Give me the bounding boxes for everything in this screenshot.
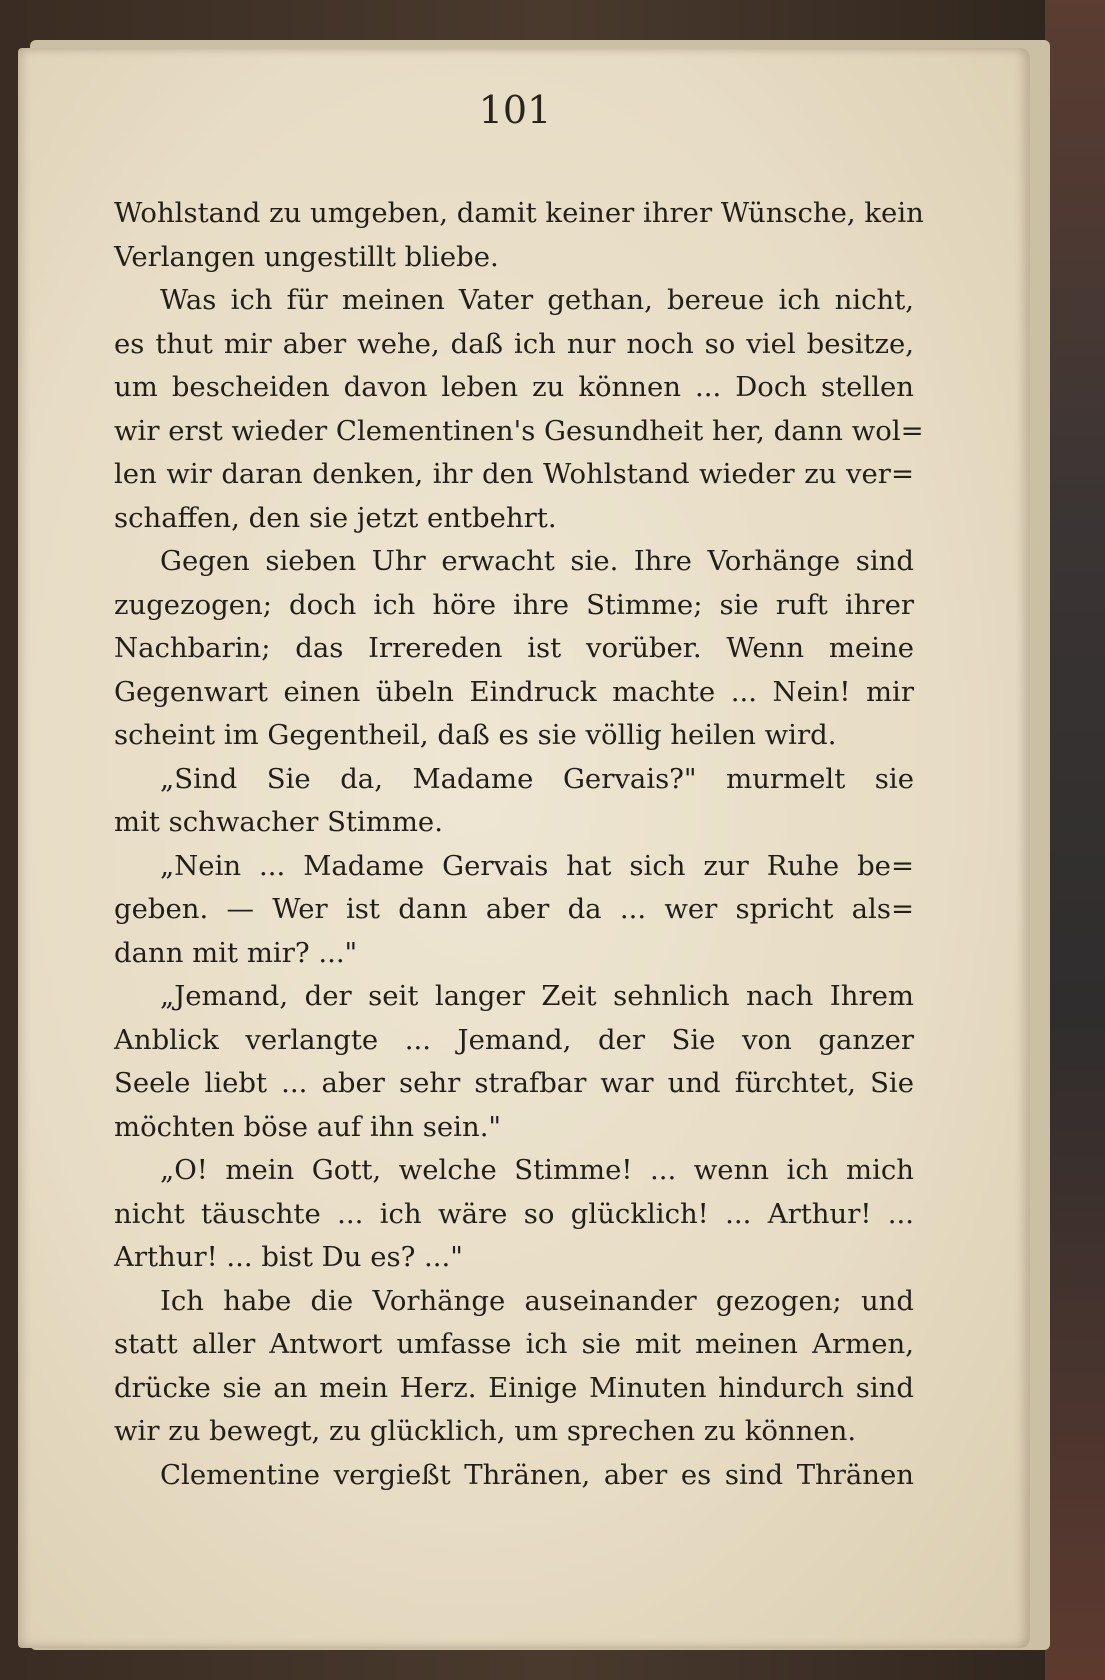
text-line: „Nein ... Madame Gervais hat sich zur Ruhe be= [160, 849, 914, 882]
text-line: Anblick verlangte ... Jemand, der Sie von ganzer [114, 1023, 914, 1056]
page-number: 101 [478, 88, 552, 132]
text-line: geben. — Wer ist dann aber da ... wer spricht als= [114, 893, 914, 925]
text-line: Gegen sieben Uhr erwacht sie. Ihre Vorhänge sind [160, 545, 914, 577]
text-line: len wir daran denken, ihr den Wohlstand wieder zu ver= [114, 458, 914, 490]
text-line: Clementine vergießt Thränen, aber es sind Thränen [160, 1458, 914, 1491]
book-cover-edge [1045, 0, 1105, 1680]
text-line: es thut mir aber wehe, daß ich nur noch so viel besitze, [114, 327, 914, 360]
text-line: drücke sie an mein Herz. Einige Minuten hindurch sind [114, 1371, 914, 1404]
text-line: Wohlstand zu umgeben, damit keiner ihrer Wünsche, kein [114, 197, 924, 229]
text-line: Ich habe die Vorhänge auseinander gezogen; und [160, 1284, 914, 1317]
text-line: Nachbarin; das Irrereden ist vorüber. Wenn meine [114, 632, 914, 664]
text-line: scheint im Gegentheil, daß es sie völlig heilen wird. [114, 719, 837, 751]
text-line: möchten böse auf ihn sein." [114, 1110, 502, 1143]
text-line: um bescheiden davon leben zu können ... Doch stellen [114, 371, 914, 403]
text-line: schaffen, den sie jetzt entbehrt. [114, 501, 557, 534]
text-line: Was ich für meinen Vater gethan, bereue ich nicht, [160, 284, 914, 316]
text-line: wir zu bewegt, zu glücklich, um sprechen zu können. [114, 1415, 857, 1447]
text-line: zugezogen; doch ich höre ihre Stimme; sie ruft ihrer [114, 588, 914, 621]
text-line: „Sind Sie da, Madame Gervais?" murmelt sie [160, 762, 914, 795]
text-line: wir erst wieder Clementinen's Gesundheit her, dann wol= [114, 414, 924, 447]
text-line: „Jemand, der seit langer Zeit sehnlich nach Ihrem [160, 980, 914, 1012]
text-line: dann mit mir? ..." [114, 936, 358, 969]
text-line: Arthur! ... bist Du es? ..." [114, 1241, 463, 1273]
text-line: statt aller Antwort umfasse ich sie mit meinen Armen, [114, 1328, 914, 1360]
body-text [114, 192, 924, 1497]
text-line: Gegenwart einen übeln Eindruck machte ... Nein! mir [114, 675, 914, 708]
text-line: nicht täuschte ... ich wäre so glücklich! ... Arthur! ... [114, 1197, 914, 1230]
text-line: mit schwacher Stimme. [114, 806, 443, 838]
text-line: Verlangen ungestillt bliebe. [114, 240, 499, 273]
text-line: „O! mein Gott, welche Stimme! ... wenn ich mich [160, 1154, 914, 1186]
text-line: Seele liebt ... aber sehr strafbar war und fürchtet, Sie [114, 1067, 914, 1099]
